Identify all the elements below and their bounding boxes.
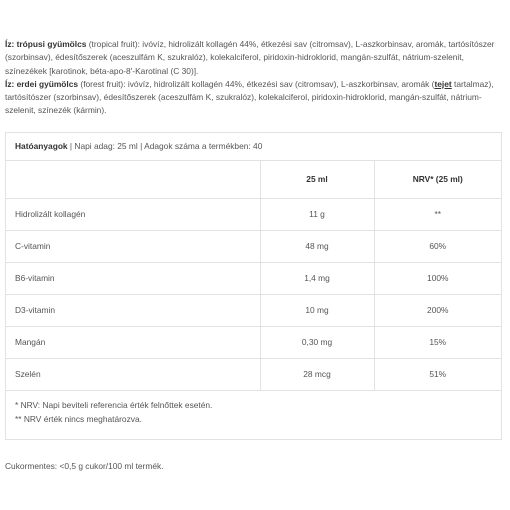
ingredients-section [5, 38, 505, 118]
tropical-ingredients-text: (tropical fruit): ivóvíz, hidrolizált kollagén 44%, étkezési sav (citromsav), L-aszkorbinsav, aromák, tartósítószer (szorbinsav), édesítőszerek (aceszulfám K, szukralóz), kolekalciferol, piridoxin-hidroklorid, mangán-szulfát, nátrium-szelenit, színezékek [karotinok, béta-apo-8'-Karotinal (C 30)]. [5, 39, 495, 76]
row-amount: 10 mg [260, 294, 374, 326]
nutrition-table [6, 161, 501, 391]
row-nrv: 200% [374, 294, 501, 326]
forest-flavor-label: Íz: erdei gyümölcs [5, 78, 79, 89]
column-header-nrv: NRV* (25 ml) [374, 161, 501, 198]
row-nrv: ** [374, 198, 501, 230]
note-nrv-undefined: ** NRV érték nincs meghatározva. [15, 413, 142, 424]
row-amount: 11 g [260, 198, 374, 230]
nutrition-box [5, 132, 502, 440]
column-header-name [6, 161, 260, 198]
ingredients-forest [5, 78, 505, 118]
row-name: D3-vitamin [6, 294, 260, 326]
table-row [6, 294, 501, 326]
column-header-amount: 25 ml [260, 161, 374, 198]
nutrition-notes [6, 391, 501, 426]
row-nrv: 100% [374, 262, 501, 294]
nutrition-header-title: Hatóanyagok [15, 141, 68, 151]
forest-ingredients-text-b: tartalmaz), tartósítószer (szorbinsav), édesítőszerek (aceszulfám K, szukralóz), kolekalciferol, piridoxin-hidroklorid, mangán-szulfát, nátrium-szelenit, színezék (kármin). [5, 78, 494, 116]
row-name: Mangán [6, 326, 260, 358]
table-row [6, 198, 501, 230]
nutrition-header-info: | Napi adag: 25 ml | Adagok száma a termékben: 40 [67, 141, 263, 151]
table-row [6, 230, 501, 262]
row-nrv: 15% [374, 326, 501, 358]
row-nrv: 60% [374, 230, 501, 262]
row-name: B6-vitamin [6, 262, 260, 294]
allergen-milk: tejet [434, 78, 452, 89]
nutrition-header [6, 133, 501, 161]
tropical-flavor-label: Íz: trópusi gyümölcs [5, 39, 87, 49]
sugar-free-note: Cukormentes: <0,5 g cukor/100 ml termék. [5, 461, 164, 471]
row-amount: 0,30 mg [260, 326, 374, 358]
row-name: Szelén [6, 358, 260, 390]
row-amount: 28 mcg [260, 358, 374, 390]
forest-ingredients-text-a: (forest fruit): ivóvíz, hidrolizált kollagén 44%, étkezési sav (citromsav), L-aszkorbinsav, aromák ( [78, 78, 435, 89]
row-amount: 48 mg [260, 230, 374, 262]
row-name: Hidrolizált kollagén [6, 198, 260, 230]
ingredients-tropical [5, 38, 505, 78]
nutrition-table-header-row [6, 161, 501, 198]
table-row [6, 262, 501, 294]
table-row [6, 358, 501, 390]
note-nrv-definition: * NRV: Napi beviteli referencia érték felnőttek esetén. [15, 399, 213, 410]
table-row [6, 326, 501, 358]
row-name: C-vitamin [6, 230, 260, 262]
row-nrv: 51% [374, 358, 501, 390]
row-amount: 1,4 mg [260, 262, 374, 294]
